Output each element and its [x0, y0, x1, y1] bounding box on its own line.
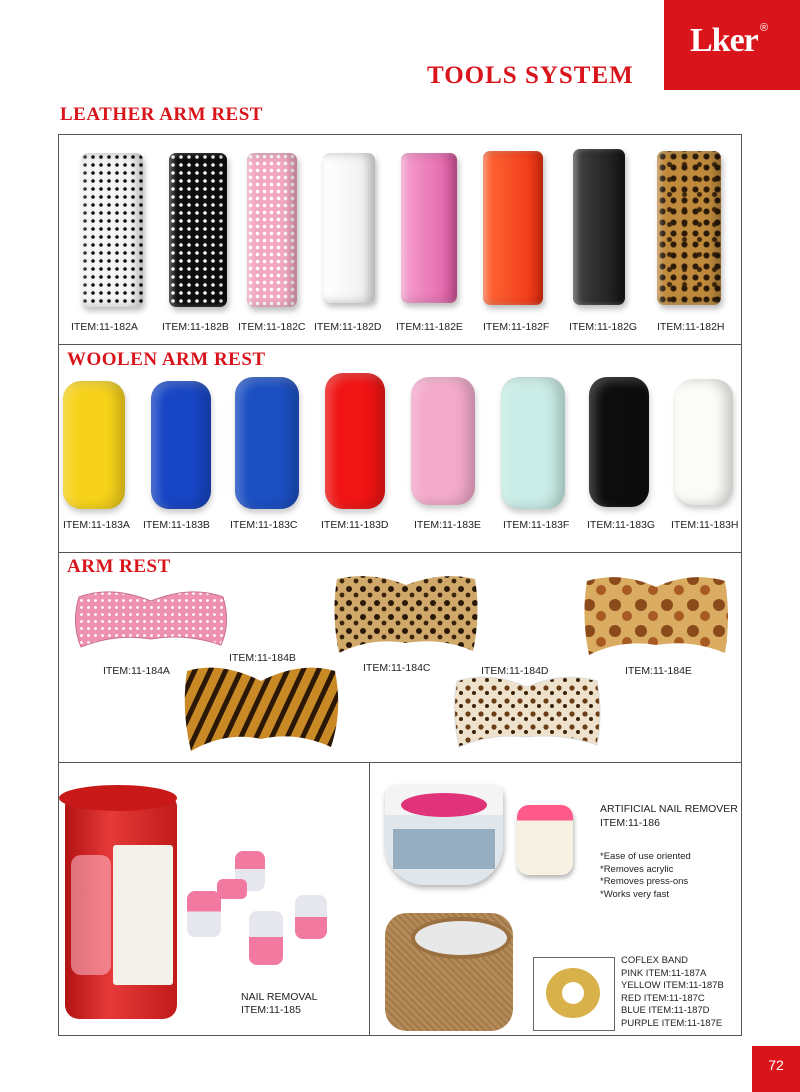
coflex-variant: YELLOW ITEM:11-187B [621, 980, 724, 991]
item-label-11-184B: ITEM:11-184B [229, 652, 296, 664]
band-inset-photo [533, 957, 615, 1031]
canister-lid [59, 785, 177, 811]
product-image-11-183H [675, 379, 733, 505]
nail-cap-3 [295, 895, 327, 939]
band-inset-hole [562, 982, 584, 1004]
item-label-11-182H: ITEM:11-182H [657, 321, 725, 333]
brand-logo: Lker [690, 22, 758, 59]
product-image-11-182E [401, 153, 457, 303]
product-image-11-185-canister [65, 793, 177, 1019]
nail-cap-5 [217, 879, 247, 899]
feature-item: *Works very fast [600, 888, 669, 900]
tub-label [393, 829, 495, 869]
product-image-11-182C [247, 153, 297, 307]
product-image-11-186-tub [385, 785, 503, 885]
coflex-band-text [621, 955, 724, 1030]
arm-rest-panel [58, 552, 742, 764]
nail-remover-item: ITEM:11-186 [600, 817, 660, 829]
item-label-11-184C: ITEM:11-184C [363, 662, 431, 674]
item-label-11-182A: ITEM:11-182A [71, 321, 138, 333]
product-image-11-184C [331, 571, 481, 659]
product-image-11-184E [581, 571, 731, 661]
item-label-11-184E: ITEM:11-184E [625, 665, 692, 677]
product-image-11-183F [501, 377, 565, 509]
band-roll-opening [411, 917, 511, 959]
item-label-11-184A: ITEM:11-184A [103, 665, 170, 677]
product-image-11-184A [71, 583, 231, 655]
coflex-band-name: COFLEX BAND [621, 955, 689, 966]
product-image-11-182A [81, 153, 143, 307]
item-label-11-182B: ITEM:11-182B [162, 321, 229, 333]
leather-arm-rest-panel [58, 134, 742, 346]
product-image-11-182H [657, 151, 721, 305]
item-label-11-182F: ITEM:11-182F [483, 321, 550, 333]
page-title: TOOLS SYSTEM [427, 62, 634, 89]
feature-item: *Ease of use oriented [600, 851, 691, 862]
feature-item: *Removes press-ons [600, 876, 689, 887]
item-label-11-182G: ITEM:11-182G [569, 321, 638, 333]
coflex-variant: PINK ITEM:11-187A [621, 967, 707, 979]
product-image-11-183E [411, 377, 475, 505]
bottom-panel [58, 762, 742, 1036]
canister-window [71, 855, 111, 975]
coflex-variant: RED ITEM:11-187C [621, 992, 705, 1004]
item-label-11-183B: ITEM:11-183B [143, 519, 210, 531]
item-label-11-183A: ITEM:11-183A [63, 519, 130, 531]
nail-cap-1 [187, 891, 221, 937]
product-image-11-183A [63, 381, 125, 509]
product-image-11-184D [451, 671, 603, 753]
item-label-11-183E: ITEM:11-183E [414, 519, 481, 531]
product-image-11-182B [169, 153, 227, 307]
woolen-arm-rest-title: WOOLEN ARM REST [67, 349, 266, 370]
column-divider [369, 763, 370, 1035]
nail-removal-item: ITEM:11-185 [241, 1004, 301, 1016]
registered-mark: ® [760, 22, 769, 34]
item-label-11-183H: ITEM:11-183H [671, 519, 739, 531]
arm-rest-title: ARM REST [67, 556, 171, 577]
item-label-11-182C: ITEM:11-182C [238, 321, 306, 333]
product-image-11-184B [181, 661, 341, 759]
feature-item: *Removes acrylic [600, 863, 674, 875]
item-label-11-183D: ITEM:11-183D [321, 519, 389, 531]
item-label-11-183C: ITEM:11-183C [230, 519, 298, 531]
page-number: 72 [768, 1057, 784, 1073]
item-label-11-182E: ITEM:11-182E [396, 321, 463, 333]
product-image-11-183D [325, 373, 385, 509]
product-image-11-182F [483, 151, 543, 305]
nail-remover-features [600, 851, 691, 901]
item-label-11-183F: ITEM:11-183F [503, 519, 570, 531]
leather-arm-rest-title: LEATHER ARM REST [60, 104, 263, 125]
item-label-11-184D: ITEM:11-184D [481, 665, 549, 677]
nail-removal-name: NAIL REMOVAL [241, 991, 318, 1003]
nail-remover-name: ARTIFICIAL NAIL REMOVER [600, 803, 738, 815]
product-image-11-186-bottle [517, 805, 573, 875]
canister-instruction-label [113, 845, 173, 985]
tub-brush-insert [401, 793, 487, 817]
coflex-variant: BLUE ITEM:11-187D [621, 1005, 710, 1016]
coflex-variant: PURPLE ITEM:11-187E [621, 1017, 723, 1029]
woolen-arm-rest-panel [58, 344, 742, 554]
product-image-11-182D [323, 153, 375, 303]
item-label-11-182D: ITEM:11-182D [314, 321, 382, 333]
nail-cap-4 [249, 911, 283, 965]
product-image-11-183G [589, 377, 649, 507]
product-image-11-183B [151, 381, 211, 509]
product-image-11-182G [573, 149, 625, 305]
product-image-11-183C [235, 377, 299, 509]
item-label-11-183G: ITEM:11-183G [587, 519, 656, 531]
